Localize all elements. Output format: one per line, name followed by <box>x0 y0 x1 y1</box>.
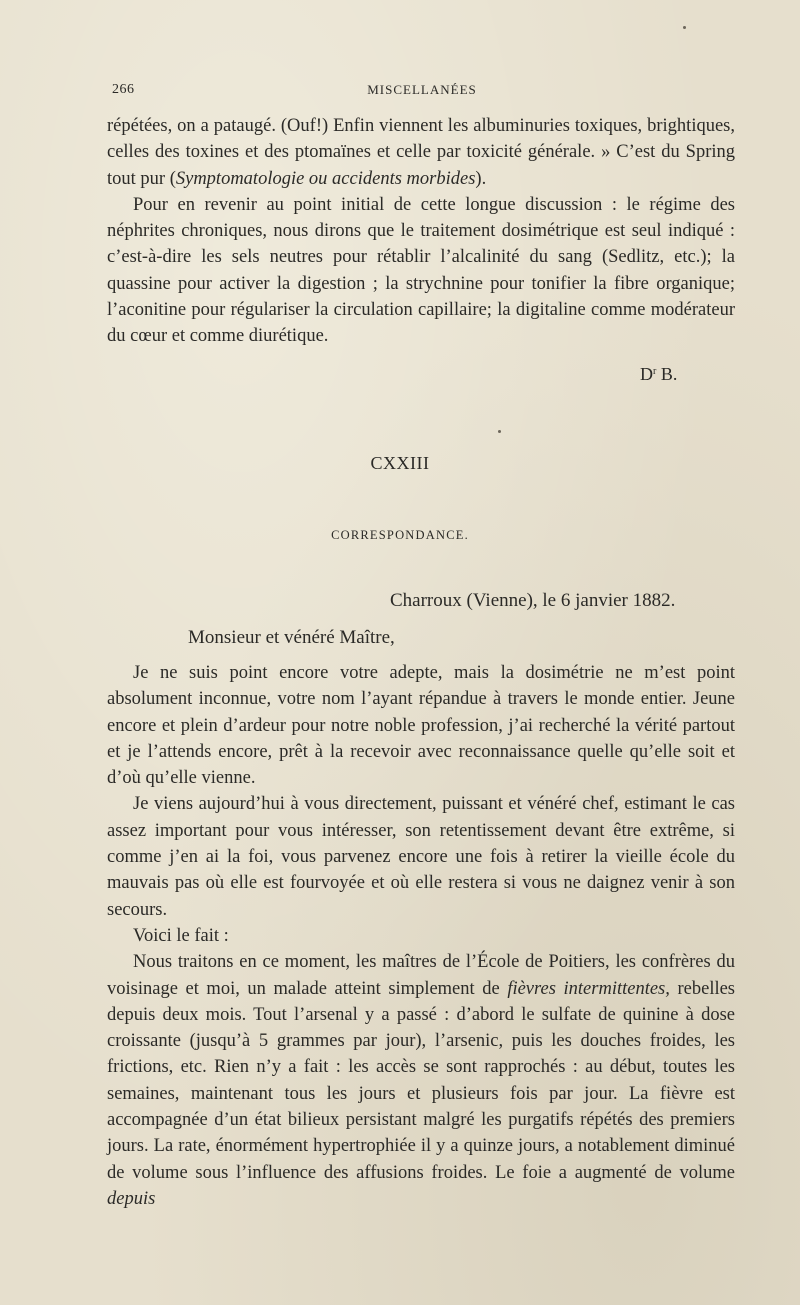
italic-title: Symptomatologie ou accidents morbides <box>175 168 476 189</box>
signature-name: B. <box>656 364 678 384</box>
letter-paragraph-1: Je ne suis point encore votre adepte, mais la dosimétrie ne m’est point absolument inconnue, votre nom l’ayant répandue à travers le monde entier. Jeune encore et plein d’ardeur pour notre noble profession, j’ai recherché la vérité partout et je l’attends encore, prêt à la recevoir avec reconnaissance quelle qu’elle soit et d’où qu’elle vienne. <box>107 663 735 789</box>
letter-dateline: Charroux (Vienne), le 6 janvier 1882. <box>390 590 676 611</box>
signature-prefix: D <box>640 364 653 384</box>
paragraph-text: répétées, on a pataugé. (Ouf!) Enfin viennent les albuminuries toxiques, brightiques, celles des toxines et des ptomaïnes et celle par toxicité générale. » C’est du Spring tout pur ( <box>107 116 735 189</box>
page-number: 266 <box>112 82 135 97</box>
section-title: CORRESPONDANCE. <box>331 528 469 542</box>
running-title: MISCELLANÉES <box>367 82 477 97</box>
paragraph-text: Nous traitons en ce moment, les maîtres de l’École de Poitiers, les confrères du voisinage et moi, un malade atteint simplement de <box>107 952 735 999</box>
italic-term: fièvres intermittentes, <box>507 978 670 999</box>
italic-word: depuis <box>107 1188 156 1209</box>
paragraph-text-end: ). <box>475 168 487 189</box>
continued-paragraph <box>107 113 735 192</box>
signature <box>640 364 677 385</box>
paper-speck <box>498 430 501 433</box>
section-number: CXXIII <box>370 453 430 473</box>
letter-paragraph-2: Je viens aujourd’hui à vous directement, puissant et vénéré chef, estimant le cas assez important pour vous intéresser, son retentissement devant être extrême, si comme j’en ai la foi, vous parvenez encore une fois à retirer la vieille école du mauvais pas où elle est fourvoyée et où elle restera si vous ne daignez venir à son secours. <box>107 794 735 920</box>
paper-speck <box>683 26 686 29</box>
conclusion-paragraph: Pour en revenir au point initial de cette longue discussion : le régime des néphrites chroniques, nous dirons que le traitement dosimétrique est seul indiqué : c’est-à-dire les sels neutres pour rétablir l’alcalinité du sang (Sedlitz, etc.); la quassine pour activer la digestion ; la strychnine pour tonifier la fibre organique; l’aconitine pour régulariser la circulation capillaire; la digitaline comme modérateur du cœur et comme diurétique. <box>107 194 735 347</box>
letter-paragraph-4 <box>107 949 735 1212</box>
letter-salutation: Monsieur et vénéré Maître, <box>188 627 395 648</box>
running-head <box>112 82 732 104</box>
signature-superscript: r <box>653 366 657 377</box>
opening-text-block <box>107 113 735 350</box>
letter-paragraph-3: Voici le fait : <box>133 925 229 946</box>
letter-body <box>107 660 735 1212</box>
paragraph-text: rebelles depuis deux mois. Tout l’arsenal y a passé : d’abord le sulfate de quinine à dose croissante (jusqu’à 5 grammes par jour), l’arsenic, puis les douches froides, les frictions, etc. Rien n’y a fait : les accès se sont rapprochés : au début, toutes les semaines, maintenant tous les jours et plusieurs fois par jour. La fièvre est accompagnée d’un état bilieux persistant malgré les purgatifs répétés des premiers jours. La rate, énormément hypertrophiée il y a quinze jours, a notablement diminué de volume sous l’influence des affusions froides. Le foie a augmenté de volume <box>107 978 736 1183</box>
